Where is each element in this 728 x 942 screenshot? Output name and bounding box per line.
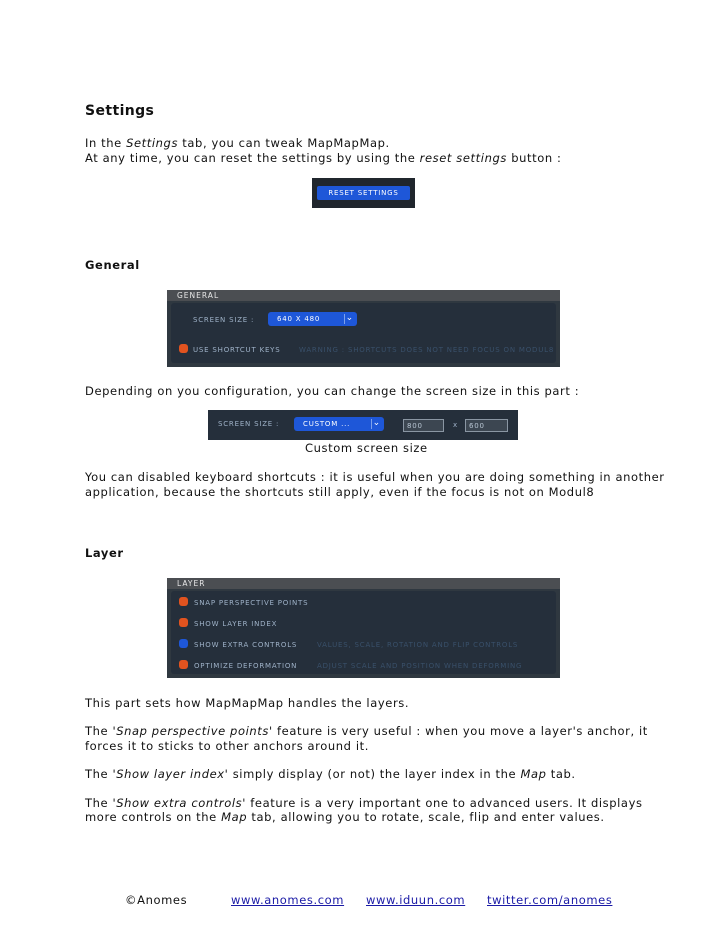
optimize-deformation-desc: ADJUST SCALE AND POSITION WHEN DEFORMING bbox=[317, 662, 523, 670]
screen-size-select[interactable] bbox=[268, 312, 357, 326]
screen-size-value: 640 X 480 bbox=[277, 315, 321, 323]
reset-settings-screenshot bbox=[312, 178, 415, 208]
reset-settings-button[interactable]: RESET SETTINGS bbox=[317, 186, 410, 200]
snap-para-line2: forces it to sticks to other anchors around it. bbox=[85, 739, 369, 753]
custom-screen-caption: Custom screen size bbox=[305, 441, 428, 455]
settings-heading: Settings bbox=[85, 103, 155, 119]
show-layer-index-toggle[interactable] bbox=[179, 618, 188, 627]
general-para2-line1: You can disabled keyboard shortcuts : it is useful when you are doing something in another bbox=[85, 470, 665, 484]
footer-copyright: ©Anomes bbox=[125, 893, 188, 907]
general-para1: Depending on you configuration, you can change the screen size in this part : bbox=[85, 384, 580, 398]
shortcut-label: USE SHORTCUT KEYS bbox=[193, 346, 281, 354]
general-panel-title: GENERAL bbox=[167, 290, 560, 301]
extra-para-line1: The 'Show extra controls' feature is a very important one to advanced users. It displays bbox=[85, 796, 643, 810]
footer-link-twitter[interactable]: twitter.com/anomes bbox=[487, 893, 613, 907]
custom-screen-size-select[interactable] bbox=[294, 417, 384, 431]
chevron-down-icon: ⌄ bbox=[345, 313, 354, 323]
settings-intro-line1: In the Settings tab, you can tweak MapMapMap. bbox=[85, 136, 390, 150]
index-para: The 'Show layer index' simply display (or not) the layer index in the Map tab. bbox=[85, 767, 576, 781]
show-layer-index-label: SHOW LAYER INDEX bbox=[194, 620, 278, 628]
custom-screen-panel bbox=[208, 410, 518, 440]
optimize-deformation-toggle[interactable] bbox=[179, 660, 188, 669]
custom-screen-size-label: SCREEN SIZE : bbox=[218, 420, 280, 428]
extra-para-line2: more controls on the Map tab, allowing you to rotate, scale, flip and enter values. bbox=[85, 810, 605, 824]
screen-size-label: SCREEN SIZE : bbox=[193, 316, 255, 324]
layer-panel bbox=[167, 578, 560, 678]
layer-panel-title: LAYER bbox=[167, 578, 560, 589]
snap-para-line1: The 'Snap perspective points' feature is very useful : when you move a layer's anchor, it bbox=[85, 724, 648, 738]
show-extra-controls-label: SHOW EXTRA CONTROLS bbox=[194, 641, 298, 649]
shortcut-toggle[interactable] bbox=[179, 344, 188, 353]
show-extra-controls-desc: VALUES, SCALE, ROTATION AND FLIP CONTROLS bbox=[317, 641, 519, 649]
footer-link-iduun[interactable]: www.iduun.com bbox=[366, 893, 466, 907]
custom-height-field[interactable]: 600 bbox=[465, 419, 508, 432]
layer-panel-body bbox=[171, 591, 556, 674]
general-heading: General bbox=[85, 258, 140, 272]
settings-intro-line2: At any time, you can reset the settings by using the reset settings button : bbox=[85, 151, 562, 165]
layer-para1: This part sets how MapMapMap handles the layers. bbox=[85, 696, 410, 710]
footer-link-anomes[interactable]: www.anomes.com bbox=[231, 893, 345, 907]
general-panel-body bbox=[171, 303, 556, 363]
show-extra-controls-toggle[interactable] bbox=[179, 639, 188, 648]
layer-heading: Layer bbox=[85, 546, 124, 560]
snap-perspective-toggle[interactable] bbox=[179, 597, 188, 606]
custom-width-field[interactable]: 800 bbox=[403, 419, 444, 432]
snap-perspective-label: SNAP PERSPECTIVE POINTS bbox=[194, 599, 309, 607]
custom-times-sign: x bbox=[453, 421, 458, 429]
shortcut-warning: WARNING : SHORTCUTS DOES NOT NEED FOCUS ON MODUL8 bbox=[299, 346, 555, 354]
optimize-deformation-label: OPTIMIZE DEFORMATION bbox=[194, 662, 298, 670]
general-panel bbox=[167, 290, 560, 367]
chevron-down-icon: ⌄ bbox=[372, 418, 381, 428]
custom-screen-size-value: CUSTOM ... bbox=[303, 420, 351, 428]
general-para2-line2: application, because the shortcuts still apply, even if the focus is not on Modul8 bbox=[85, 485, 595, 499]
